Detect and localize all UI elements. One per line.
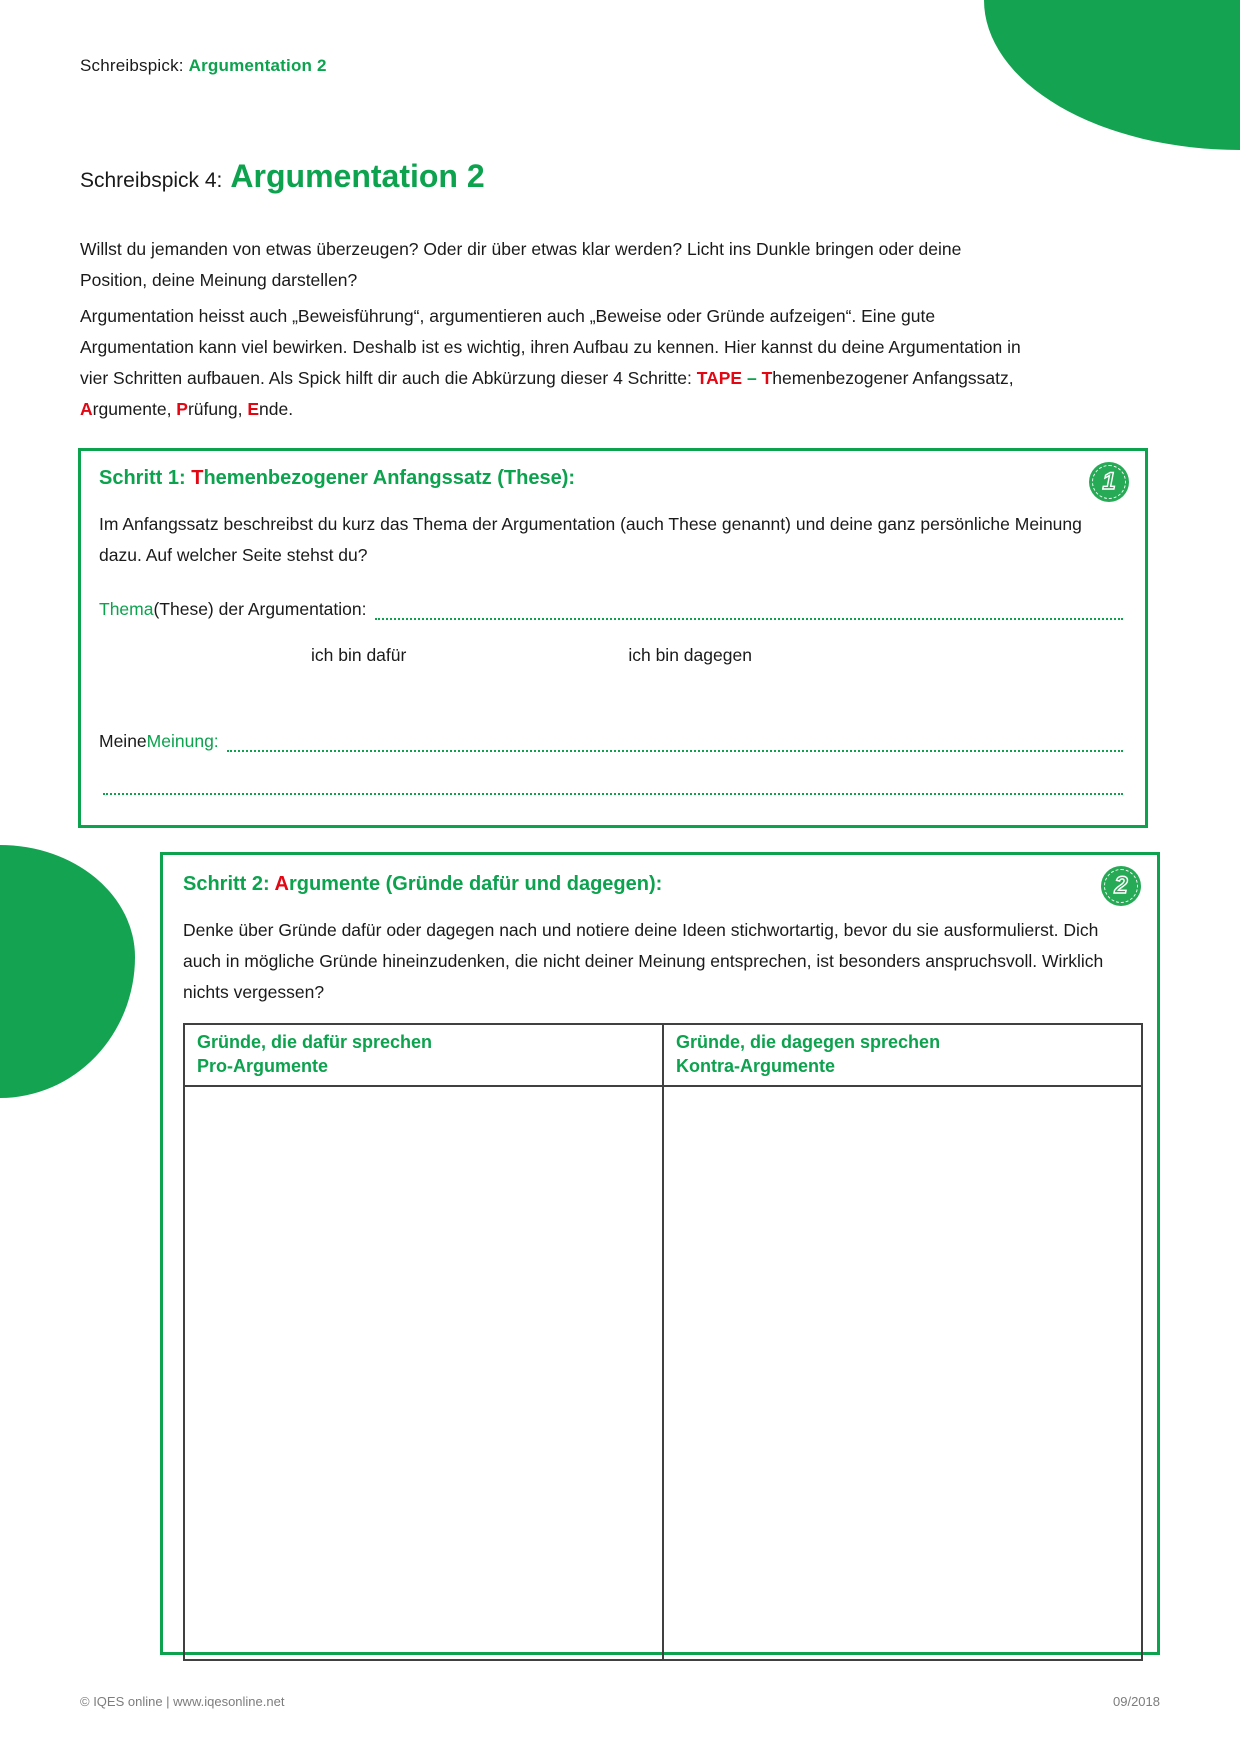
- step-1-instructions: Im Anfangssatz beschreibst du kurz das Thema der Argumentation (auch These genannt) und deine ganz persönliche Meinung dazu. Auf welcher Seite stehst du?: [99, 514, 1082, 565]
- kontra-column-header: [663, 1024, 1142, 1086]
- thema-label-green: Thema: [99, 599, 154, 619]
- tape-word-e: nde.: [259, 398, 294, 419]
- tape-letter-t: T: [761, 367, 773, 388]
- step-2-box: [160, 852, 1160, 1655]
- step-2-number: 2: [1114, 872, 1128, 899]
- running-header-topic: Argumentation 2: [188, 56, 327, 75]
- pro-kontra-body-row: [184, 1086, 1142, 1660]
- corner-decoration-left: [0, 845, 135, 1098]
- step-1-number: 1: [1102, 468, 1116, 495]
- step-1-heading-rest: hemenbezogener Anfangssatz (These):: [203, 467, 576, 489]
- footer-date: 09/2018: [1113, 1694, 1160, 1709]
- pro-arguments-cell[interactable]: [184, 1086, 663, 1660]
- pro-kontra-table: [183, 1023, 1143, 1661]
- tape-letter-p: P: [176, 398, 188, 419]
- pro-column-header-line2: Pro-Argumente: [197, 1056, 329, 1076]
- page-title-topic: Argumentation 2: [230, 158, 485, 194]
- running-header-prefix: Schreibspick:: [80, 56, 189, 75]
- tape-dash: –: [742, 367, 762, 388]
- option-ich-bin-dafuer[interactable]: ich bin dafür: [311, 645, 407, 665]
- step-2-heading: [183, 873, 1137, 896]
- pro-kontra-header-row: [184, 1024, 1142, 1086]
- step-1-heading-prefix: Schritt 1:: [99, 467, 192, 489]
- page-footer: [80, 1694, 1160, 1709]
- meinung-label-prefix: Meine: [99, 731, 147, 751]
- tape-letter-a: A: [80, 398, 93, 419]
- step-2-instructions: Denke über Gründe dafür oder dagegen nach und notiere deine Ideen stichwortartig, bevor du sie ausformulierst. Dich auch in mögliche Gründe hineinzudenken, die nicht deiner Meinung entsprechen, ist besonders anspruchsvoll. Wirklich nichts vergessen?: [183, 920, 1104, 1002]
- thema-line: [99, 594, 1125, 625]
- footer-copyright[interactable]: © IQES online | www.iqesonline.net: [80, 1694, 285, 1709]
- meinung-line: [99, 726, 1125, 757]
- pro-column-header: [184, 1024, 663, 1086]
- intro-p2-lead: Argumentation heisst auch „Beweisführung“, argumentieren auch „Beweise oder Gründe aufzeigen“. Eine gute Argumentation kann viel bewirken. Deshalb ist es wichtig, ihren Aufbau zu kennen. Hier kannst du deine Argumentation in vier Schritten aufbauen. Als Spick hilft dir auch die Abkürzung dieser 4 Schritte:: [80, 305, 1021, 388]
- meinung-label-green: Meinung:: [146, 731, 219, 751]
- thema-label-rest: (These) der Argumentation:: [153, 599, 367, 619]
- step-2-heading-rest: rgumente (Gründe dafür und dagegen):: [288, 873, 663, 895]
- step-1-heading: [99, 467, 1125, 490]
- intro-paragraph-1: Willst du jemanden von etwas überzeugen? Oder dir über etwas klar werden? Licht ins Dunkle bringen oder deine Position, deine Meinung darstellen?: [80, 238, 962, 290]
- option-ich-bin-dagegen[interactable]: ich bin dagegen: [628, 645, 752, 665]
- meinung-fill-in-line-2[interactable]: [103, 757, 1123, 795]
- position-options: [99, 645, 1125, 666]
- intro-paragraph-2: [80, 301, 1042, 425]
- step-1-heading-initial: T: [191, 467, 204, 489]
- step-1-box: [78, 448, 1148, 828]
- pro-column-header-line1: Gründe, die dafür sprechen: [197, 1032, 433, 1052]
- thema-fill-in-line[interactable]: [375, 618, 1124, 620]
- tape-word-t: hemenbezogener Anfangssatz,: [772, 367, 1014, 388]
- running-header: [80, 56, 327, 76]
- page-title: [80, 158, 485, 195]
- page-title-prefix: Schreibspick 4:: [80, 169, 223, 192]
- step-1-badge: [1089, 462, 1129, 502]
- kontra-column-header-line2: Kontra-Argumente: [676, 1056, 836, 1076]
- kontra-arguments-cell[interactable]: [663, 1086, 1142, 1660]
- kontra-column-header-line1: Gründe, die dagegen sprechen: [676, 1032, 941, 1052]
- corner-decoration-top-right: [984, 0, 1240, 150]
- step-2-badge: [1101, 866, 1141, 906]
- step-2-heading-initial: A: [274, 873, 289, 895]
- tape-abbreviation: TAPE: [696, 367, 743, 388]
- tape-word-p: rüfung,: [187, 398, 248, 419]
- step-2-heading-prefix: Schritt 2:: [183, 873, 275, 895]
- tape-letter-e: E: [247, 398, 260, 419]
- tape-word-a: rgumente,: [92, 398, 177, 419]
- meinung-fill-in-line[interactable]: [227, 750, 1123, 752]
